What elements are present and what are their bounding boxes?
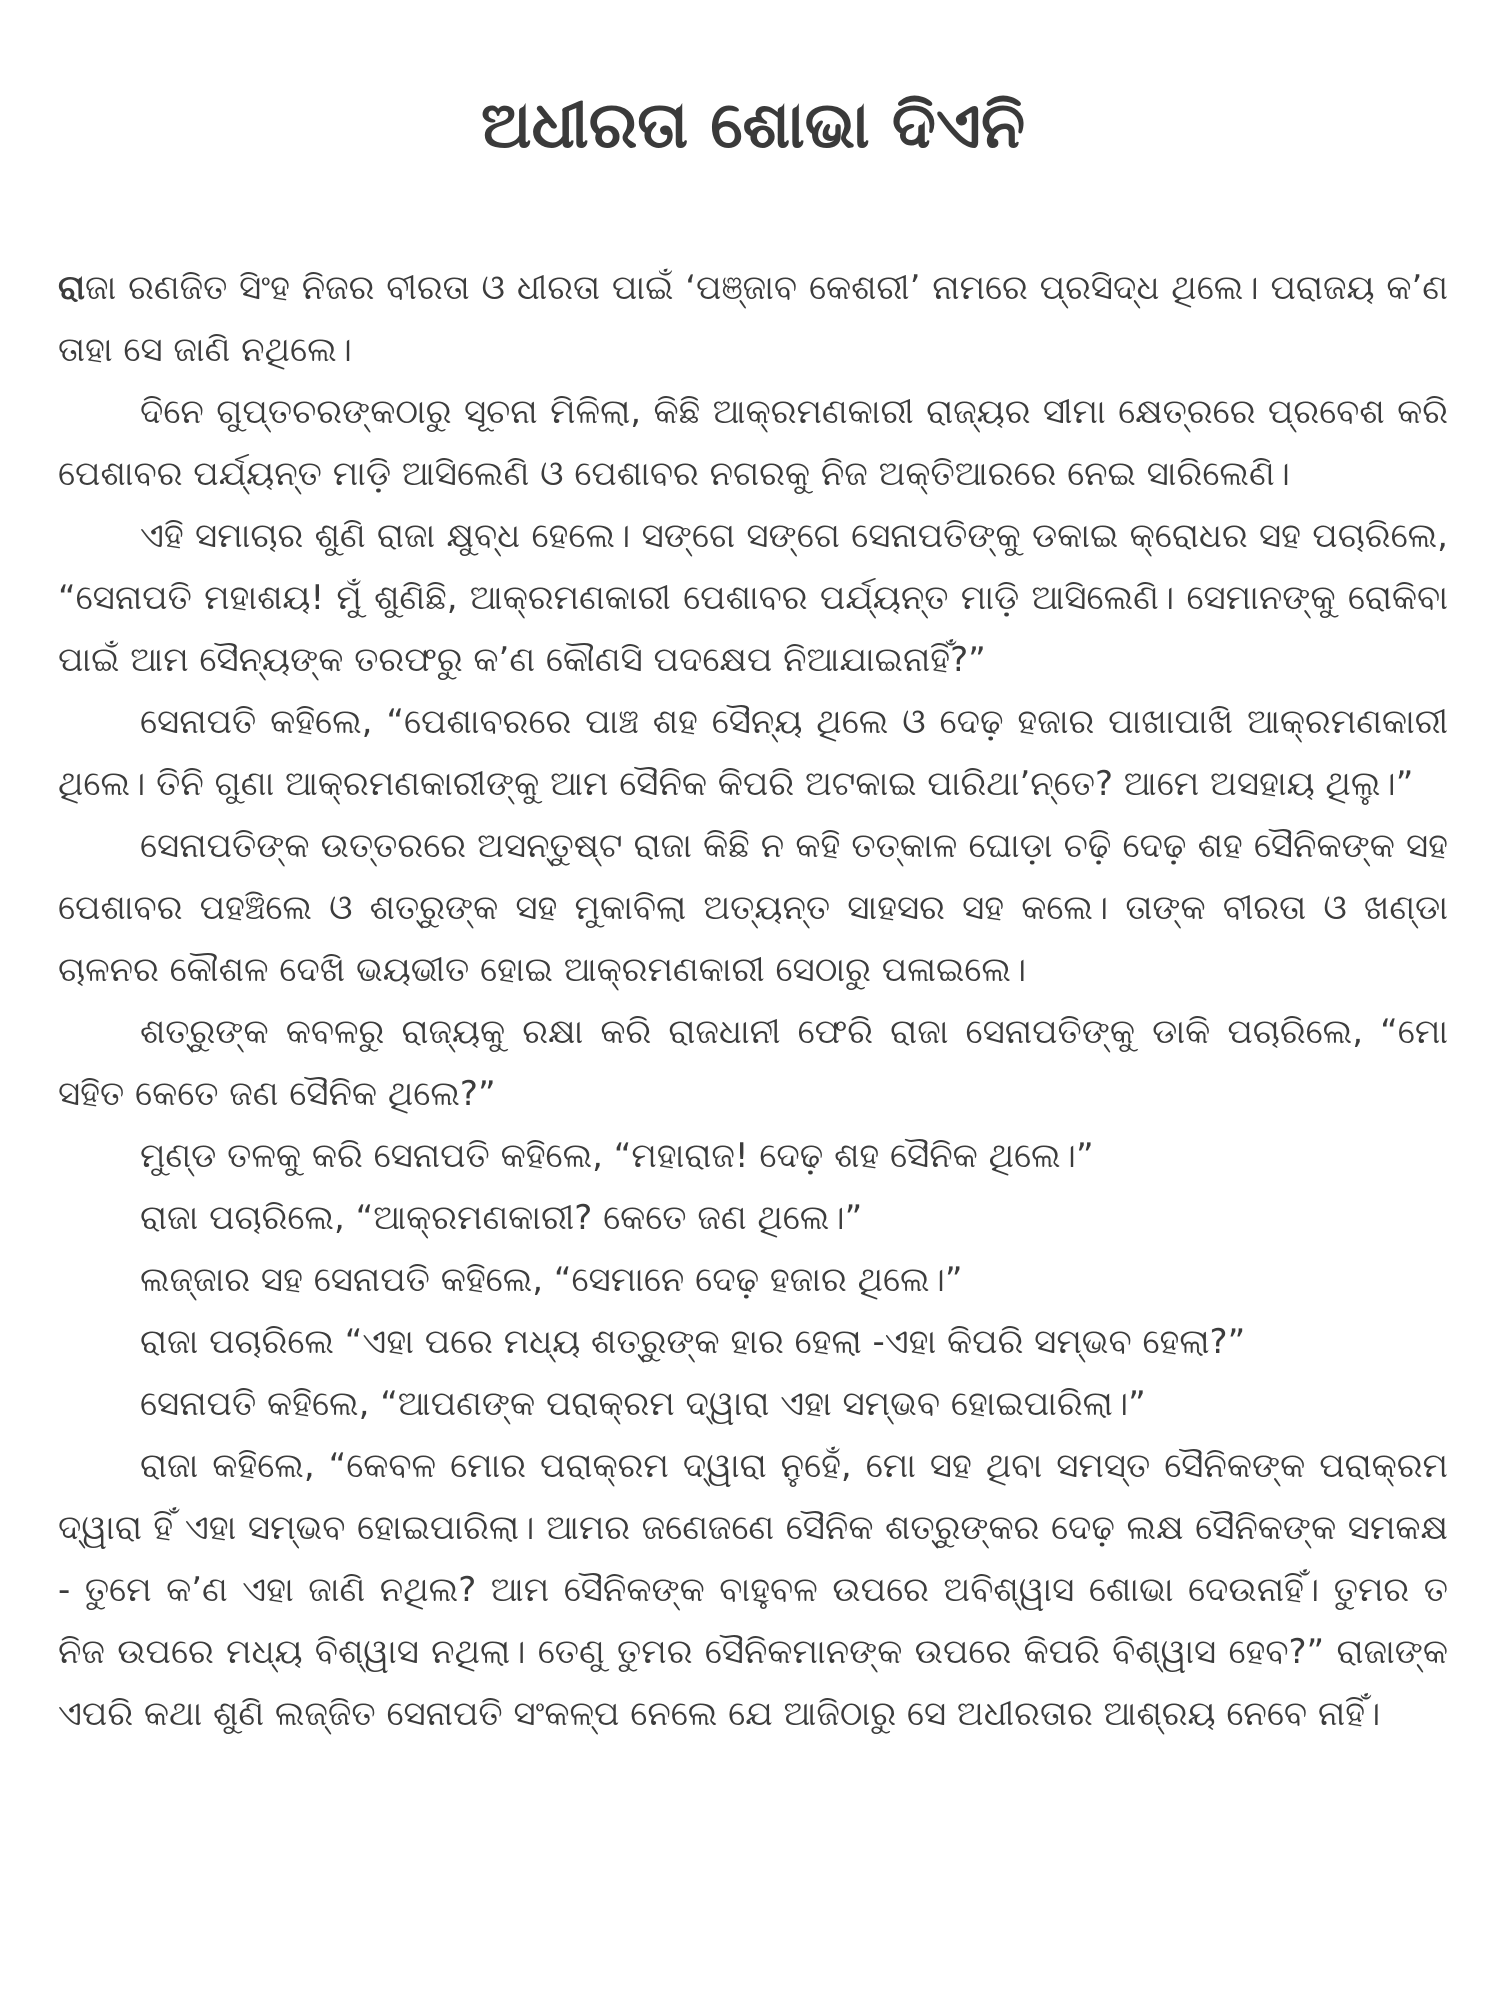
paragraph-2: ଦିନେ ଗୁପ୍ତଚରଙ୍କଠାରୁ ସୂଚନା ମିଳିଲା, କିଛି ଆକ୍ରମଣକାରୀ ରାଜ୍ୟର ସୀମା କ୍ଷେତ୍ରରେ ପ୍ରବେଶ କରି ପେଶାବର ପର୍ଯ୍ୟନ୍ତ ମାଡ଼ି ଆସିଲେଣି ଓ ପେଶାବର ନଗରକୁ ନିଜ ଅକ୍ତିଆରରେ ନେଇ ସାରିଲେଣି। (58, 391, 1448, 494)
paragraph-1 (58, 257, 1448, 381)
paragraph-3: ଏହି ସମାଚାର ଶୁଣି ରାଜା କ୍ଷୁବ୍ଧ ହେଲେ। ସଙ୍ଗେ ସଙ୍ଗେ ସେନାପତିଙ୍କୁ ଡକାଇ କ୍ରୋଧର ସହ ପଚାରିଲେ, “ସେନାପତି ମହାଶୟ! ମୁଁ ଶୁଣିଛି, ଆକ୍ରମଣକାରୀ ପେଶାବର ପର୍ଯ୍ୟନ୍ତ ମାଡ଼ି ଆସିଲେଣି। ସେମାନଙ୍କୁ ରୋକିବା ପାଇଁ ଆମ ସୈନ୍ୟଙ୍କ ତରଫରୁ କ’ଣ କୌଣସି ପଦକ୍ଷେପ ନିଆଯାଇନାହିଁ?” (58, 515, 1448, 680)
paragraph-text: ଜା ରଣଜିତ ସିଂହ ନିଜର ବୀରତା ଓ ଧୀରତା ପାଇଁ ‘ପଞ୍ଜାବ କେଶରୀ’ ନାମରେ ପ୍ରସିଦ୍ଧ ଥିଲେ। ପରାଜୟ କ’ଣ ତାହା ସେ ଜାଣି ନଥିଲେ। (58, 267, 1448, 370)
paragraph-4: ସେନାପତି କହିଲେ, “ପେଶାବରରେ ପାଞ୍ଚ ଶହ ସୈନ୍ୟ ଥିଲେ ଓ ଦେଢ଼ ହଜାର ପାଖାପାଖି ଆକ୍ରମଣକାରୀ ଥିଲେ। ତିନି ଗୁଣା ଆକ୍ରମଣକାରୀଙ୍କୁ ଆମ ସୈନିକ କିପରି ଅଟକାଇ ପାରିଥା’ନ୍ତେ? ଆମେ ଅସହାୟ ଥିଲୁ।” (58, 701, 1448, 804)
paragraph-5: ସେନାପତିଙ୍କ ଉତ୍ତରରେ ଅସନ୍ତୁଷ୍ଟ ରାଜା କିଛି ନ କହି ତତ୍‌କାଳ ଘୋଡ଼ା ଚଢ଼ି ଦେଢ଼ ଶହ ସୈନିକଙ୍କ ସହ ପେଶାବର ପହଞ୍ଚିଲେ ଓ ଶତ୍ରୁଙ୍କ ସହ ମୁକାବିଲା ଅତ୍ୟନ୍ତ ସାହସର ସହ କଲେ। ତାଙ୍କ ବୀରତା ଓ ଖଣ୍ଡା ଚାଳନର କୌଶଳ ଦେଖି ଭୟଭୀତ ହୋଇ ଆକ୍ରମଣକାରୀ ସେଠାରୁ ପଳାଇଲେ। (58, 825, 1448, 990)
paragraph-12: ରାଜା କହିଲେ, “କେବଳ ମୋର ପରାକ୍ରମ ଦ୍ୱାରା ନୁହେଁ, ମୋ ସହ ଥିବା ସମସ୍ତ ସୈନିକଙ୍କ ପରାକ୍ରମ ଦ୍ୱାରା ହିଁ ଏହା ସମ୍ଭବ ହୋଇପାରିଲା। ଆମର ଜଣେଜଣେ ସୈନିକ ଶତ୍ରୁଙ୍କର ଦେଢ଼ ଲକ୍ଷ ସୈନିକଙ୍କ ସମକକ୍ଷ - ତୁମେ କ’ଣ ଏହା ଜାଣି ନଥିଲ? ଆମ ସୈନିକଙ୍କ ବାହୁବଳ ଉପରେ ଅବିଶ୍ୱାସ ଶୋଭା ଦେଉନାହିଁ। ତୁମର ତ ନିଜ ଉପରେ ମଧ୍ୟ ବିଶ୍ୱାସ ନଥିଲା। ତେଣୁ ତୁମର ସୈନିକମାନଙ୍କ ଉପରେ କିପରି ବିଶ୍ୱାସ ହେବ?” ରାଜାଙ୍କ ଏପରି କଥା ଶୁଣି ଲଜ୍ଜିତ ସେନାପତି ସଂକଳ୍ପ ନେଲେ ଯେ ଆଜିଠାରୁ ସେ ଅଧୀରତାର ଆଶ୍ରୟ ନେବେ ନାହିଁ। (58, 1445, 1448, 1734)
paragraph-7: ମୁଣ୍ଡ ତଳକୁ କରି ସେନାପତି କହିଲେ, “ମହାରାଜ! ଦେଢ଼ ଶହ ସୈନିକ ଥିଲେ।” (140, 1135, 1094, 1176)
drop-lead-text: ରା (58, 267, 86, 308)
paragraph-8: ରାଜା ପଚାରିଲେ, “ଆକ୍ରମଣକାରୀ? କେତେ ଜଣ ଥିଲେ।” (140, 1197, 863, 1238)
paragraph-11: ସେନାପତି କହିଲେ, “ଆପଣଙ୍କ ପରାକ୍ରମ ଦ୍ୱାରା ଏହା ସମ୍ଭବ ହୋଇପାରିଲା।” (140, 1383, 1146, 1424)
story-body (58, 257, 1448, 1745)
paragraph-10: ରାଜା ପଚାରିଲେ “ଏହା ପରେ ମଧ୍ୟ ଶତ୍ରୁଙ୍କ ହାର ହେଲା -ଏହା କିପରି ସମ୍ଭବ ହେଲା?” (140, 1321, 1246, 1362)
story-title: ଅଧୀରତା ଶୋଭା ଦିଏନି (480, 89, 1026, 163)
paragraph-9: ଲଜ୍ଜାର ସହ ସେନାପତି କହିଲେ, “ସେମାନେ ଦେଢ଼ ହଜାର ଥିଲେ।” (140, 1259, 963, 1300)
paragraph-6: ଶତ୍ରୁଙ୍କ କବଳରୁ ରାଜ୍ୟକୁ ରକ୍ଷା କରି ରାଜଧାନୀ ଫେରି ରାଜା ସେନାପତିଙ୍କୁ ଡାକି ପଚାରିଲେ, “ମୋ ସହିତ କେତେ ଜଣ ସୈନିକ ଥିଲେ?” (58, 1011, 1448, 1114)
